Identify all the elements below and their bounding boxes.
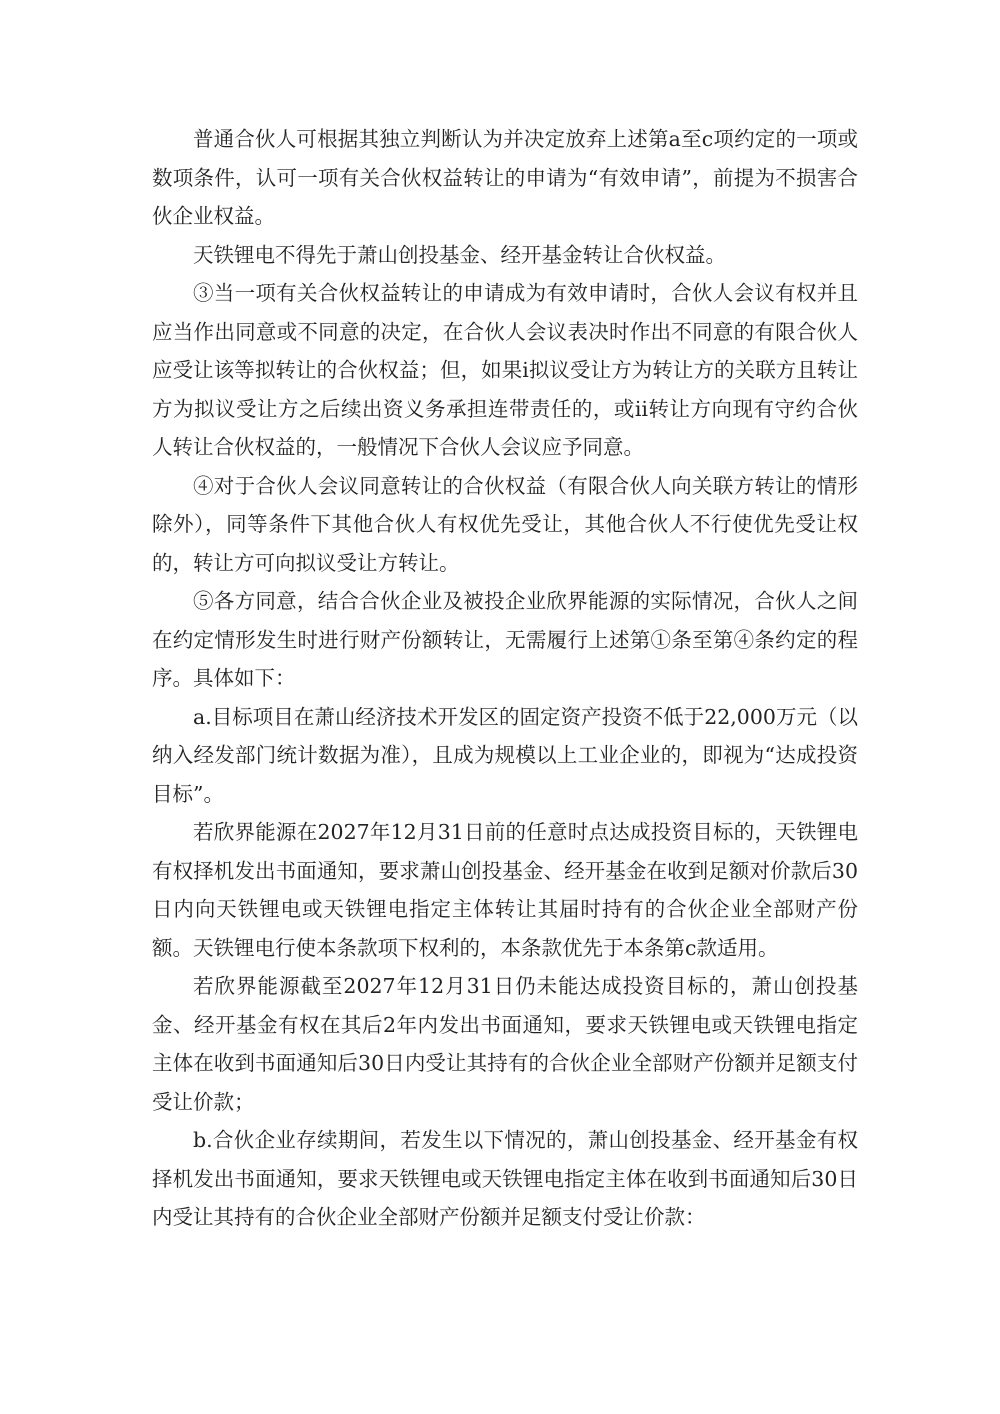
paragraph-item-a: a.目标项目在萧山经济技术开发区的固定资产投资不低于22,000万元（以纳入经发部门统计数据为准），且成为规模以上工业企业的，即视为“达成投资目标”。 bbox=[152, 704, 858, 806]
paragraph-item-b: b.合伙企业存续期间，若发生以下情况的，萧山创投基金、经开基金有权择机发出书面通知，要求天铁锂电或天铁锂电指定主体在收到书面通知后30日内受让其持有的合伙企业全部财产份额并足额支付受让价款： bbox=[152, 1128, 858, 1229]
paragraph-clause-5: ⑤各方同意，结合合伙企业及被投企业欣界能源的实际情况，合伙人之间在约定情形发生时进行财产份额转让，无需履行上述第①条至第④条约定的程序。具体如下： bbox=[152, 589, 858, 690]
paragraph-waiver-conditions: 普通合伙人可根据其独立判断认为并决定放弃上述第a至c项约定的一项或数项条件，认可一项有关合伙权益转让的申请为“有效申请”，前提为不损害合伙企业权益。 bbox=[152, 127, 858, 228]
paragraph-clause-3: ③当一项有关合伙权益转让的申请成为有效申请时，合伙人会议有权并且应当作出同意或不同意的决定，在合伙人会议表决时作出不同意的有限合伙人应受让该等拟转让的合伙权益；但，如果ⅰ拟议受让方为转让方的关联方且转让方为拟议受让方之后续出资义务承担连带责任的，或ⅱ转让方向现有守约合伙人转让合伙权益的，一般情况下合伙人会议应予同意。 bbox=[152, 281, 858, 459]
paragraph-investment-target-not-met: 若欣界能源截至2027年12月31日仍未能达成投资目标的，萧山创投基金、经开基金有权在其后2年内发出书面通知，要求天铁锂电或天铁锂电指定主体在收到书面通知后30日内受让其持有的合伙企业全部财产份额并足额支付受让价款； bbox=[152, 974, 858, 1114]
paragraph-investment-target-met: 若欣界能源在2027年12月31日前的任意时点达成投资目标的，天铁锂电有权择机发出书面通知，要求萧山创投基金、经开基金在收到足额对价款后30日内向天铁锂电或天铁锂电指定主体转让其届时持有的合伙企业全部财产份额。天铁锂电行使本条款项下权利的，本条款优先于本条第c款适用。 bbox=[152, 820, 858, 960]
paragraph-transfer-restriction: 天铁锂电不得先于萧山创投基金、经开基金转让合伙权益。 bbox=[193, 242, 726, 267]
paragraph-clause-4: ④对于合伙人会议同意转让的合伙权益（有限合伙人向关联方转让的情形除外），同等条件下其他合伙人有权优先受让，其他合伙人不行使优先受让权的，转让方可向拟议受让方转让。 bbox=[152, 473, 858, 575]
document-body bbox=[152, 120, 858, 1237]
